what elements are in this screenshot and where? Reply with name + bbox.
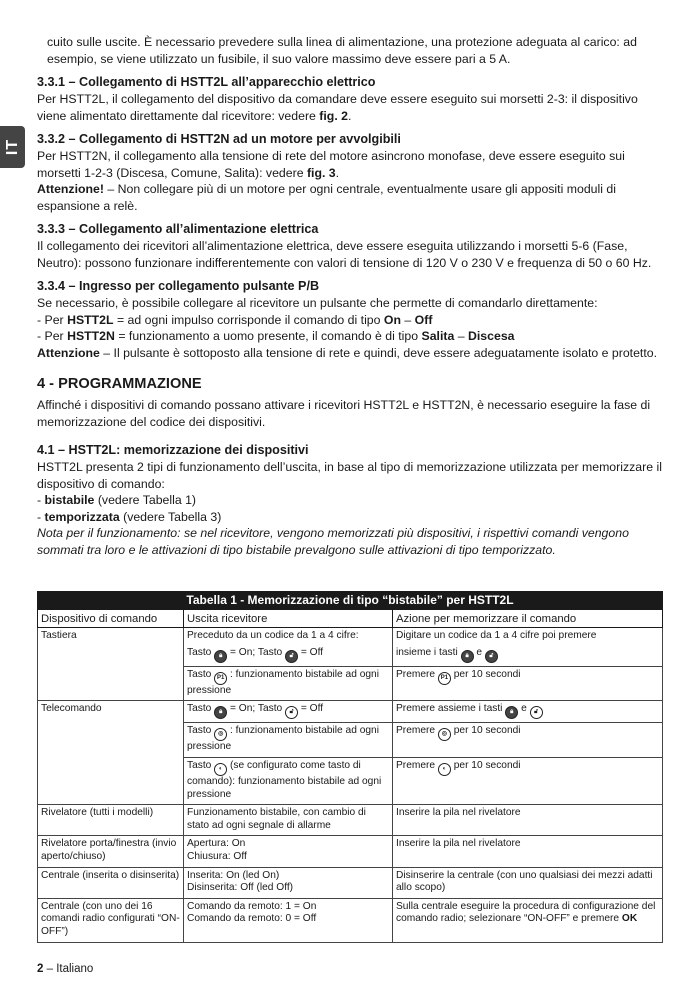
table-1-bistable-storage (37, 591, 663, 943)
half-circle-icon: ◐ (214, 763, 227, 776)
list-item-temporizzata: - temporizzata (vedere Tabella 3) (37, 509, 222, 524)
lock-open-icon: 🔓︎ (285, 650, 298, 663)
cell-action: Premere ◐ per 10 secondi (393, 757, 663, 804)
cell-output: Funzionamento bistabile, con cambio di stato ad ogni segnale di allarme (184, 805, 393, 836)
cell-output: Comando da remoto: 1 = On Comando da remoto: 0 = Off (184, 898, 393, 942)
column-header-action: Azione per memorizzare il comando (393, 609, 663, 628)
lock-closed-icon: 🔒︎ (505, 706, 518, 719)
cell-action: Inserire la pila nel rivelatore (393, 805, 663, 836)
heading-3-3-4: 3.3.4 – Ingresso per collegamento pulsante P/B (37, 279, 320, 293)
list-item-hstt2n: - Per HSTT2N = funzionamento a uomo presente, il comando è di tipo Salita – Discesa (37, 329, 515, 343)
column-header-output: Uscita ricevitore (184, 609, 393, 628)
cell-output: Apertura: On Chiusura: Off (184, 836, 393, 867)
ring-button-icon: ◎ (438, 728, 451, 741)
p1-button-icon: P1 (214, 672, 227, 685)
cell-action: Premere ◎ per 10 secondi (393, 723, 663, 758)
cell-action: Premere P1 per 10 secondi (393, 666, 663, 701)
heading-3-3-3: 3.3.3 – Collegamento all’alimentazione elettrica (37, 222, 319, 236)
page-content (37, 34, 663, 558)
language-tab (0, 126, 25, 168)
ring-button-icon: ◎ (214, 728, 227, 741)
heading-4-1: 4.1 – HSTT2L: memorizzazione dei dispositivi (37, 443, 309, 457)
cell-device: Rivelatore (tutti i modelli) (38, 805, 184, 836)
table-row (38, 836, 663, 867)
table-row (38, 628, 663, 667)
warning-3-3-2: Attenzione! – Non collegare più di un motore per ogni centrale, eventualmente usare gli appositi moduli di espansione a relè. (37, 182, 616, 213)
lock-open-icon: 🔓︎ (485, 650, 498, 663)
lock-closed-icon: 🔒︎ (214, 706, 227, 719)
p1-button-icon: P1 (438, 672, 451, 685)
cell-output: Preceduto da un codice da 1 a 4 cifre: Tasto 🔒︎ = On; Tasto 🔓︎ = Off (184, 628, 393, 667)
cell-action: Premere assieme i tasti 🔒︎ e 🔓︎ (393, 701, 663, 723)
heading-4: 4 - PROGRAMMAZIONE (37, 376, 202, 392)
language-tab-label: IT (4, 138, 21, 156)
cell-device: Centrale (inserita o disinserita) (38, 867, 184, 898)
cell-output: Inserita: On (led On) Disinserita: Off (led Off) (184, 867, 393, 898)
paragraph-4: Affinché i dispositivi di comando possano attivare i ricevitori HSTT2L e HSTT2N, è necessario eseguire la fase di memorizzazione del codice dei dispositivi. (37, 398, 651, 429)
cell-action: Sulla centrale eseguire la procedura di configurazione del comando radio; selezionare “ON-OFF” e premere OK (393, 898, 663, 942)
lock-open-icon: 🔓︎ (530, 706, 543, 719)
warning-3-3-4: Attenzione – Il pulsante è sottoposto alla tensione di rete e quindi, deve essere adeguatamente isolato e protetto. (37, 345, 658, 360)
list-item-bistabile: - bistabile (vedere Tabella 1) (37, 493, 197, 507)
paragraph-3-3-1: Per HSTT2L, il collegamento del dispositivo da comandare deve essere eseguito sui morsetti 2-3: il dispositivo viene alimentato direttamente dal ricevitore: vedere fig. 2. (37, 92, 638, 123)
operation-note: Nota per il funzionamento: se nel ricevitore, vengono memorizzati più dispositivi, i rispettivi comandi vengono sommati tra loro e le attivazioni di tipo bistabile prevalgono sulle attivazioni di tipo temporizzato. (37, 526, 629, 557)
cell-output: Tasto ◐ (se configurato come tasto di comando): funzionamento bistabile ad ogni pressione (184, 757, 393, 804)
cell-device: Rivelatore porta/finestra (invio aperto/chiuso) (38, 836, 184, 867)
intro-paragraph: cuito sulle uscite. È necessario prevedere sulla linea di alimentazione, una protezione adeguata al carico: ad esempio, se viene utilizzato un fusibile, il suo valore massimo deve essere pari a 5 A. (47, 35, 637, 66)
page-footer (37, 963, 93, 975)
paragraph-3-3-2: Per HSTT2N, il collegamento alla tensione di rete del motore asincrono monofase, deve essere eseguito sui morsetti 1-2-3 (Discesa, Comune, Salita): vedere fig. 3. (37, 149, 625, 180)
table-row (38, 701, 663, 723)
cell-output: Tasto P1 : funzionamento bistabile ad ogni pressione (184, 666, 393, 701)
table-row (38, 898, 663, 942)
column-header-device: Dispositivo di comando (38, 609, 184, 628)
table-row (38, 805, 663, 836)
cell-action: Disinserire la centrale (con uno qualsiasi dei mezzi adatti allo scopo) (393, 867, 663, 898)
heading-3-3-2: 3.3.2 – Collegamento di HSTT2N ad un motore per avvolgibili (37, 132, 401, 146)
table-row (38, 867, 663, 898)
list-item-hstt2l: - Per HSTT2L = ad ogni impulso corrisponde il comando di tipo On – Off (37, 312, 433, 327)
paragraph-3-3-4: Se necessario, è possibile collegare al ricevitore un pulsante che permette di comandarlo direttamente: (37, 296, 598, 310)
lock-closed-icon: 🔒︎ (214, 650, 227, 663)
cell-device: Telecomando (38, 701, 184, 805)
page-number: 2 (37, 963, 44, 975)
paragraph-4-1: HSTT2L presenta 2 tipi di funzionamento dell’uscita, in base al tipo di memorizzazione utilizzata per memorizzare il dispositivo di comando: (37, 460, 662, 491)
half-circle-icon: ◐ (438, 763, 451, 776)
cell-action: Digitare un codice da 1 a 4 cifre poi premere insieme i tasti 🔒︎ e 🔓︎ (393, 628, 663, 667)
cell-device: Tastiera (38, 628, 184, 701)
lock-closed-icon: 🔒︎ (461, 650, 474, 663)
cell-output: Tasto 🔒︎ = On; Tasto 🔓︎ = Off (184, 701, 393, 723)
cell-device: Centrale (con uno dei 16 comandi radio configurati “ON-OFF”) (38, 898, 184, 942)
cell-output: Tasto ◎ : funzionamento bistabile ad ogni pressione (184, 723, 393, 758)
paragraph-3-3-3: Il collegamento dei ricevitori all’alimentazione elettrica, deve essere eseguita utilizzando i morsetti 5-6 (Fase, Neutro): possono funzionare indifferentemente con valori di tensione di 120 V o 230 V e frequenza di 50 o 60 Hz. (37, 239, 652, 270)
heading-3-3-1: 3.3.1 – Collegamento di HSTT2L all’apparecchio elettrico (37, 75, 376, 89)
cell-action: Inserire la pila nel rivelatore (393, 836, 663, 867)
lock-open-icon: 🔓︎ (285, 706, 298, 719)
footer-language: – Italiano (43, 963, 94, 975)
table-title: Tabella 1 - Memorizzazione di tipo “bistabile” per HSTT2L (38, 592, 663, 610)
